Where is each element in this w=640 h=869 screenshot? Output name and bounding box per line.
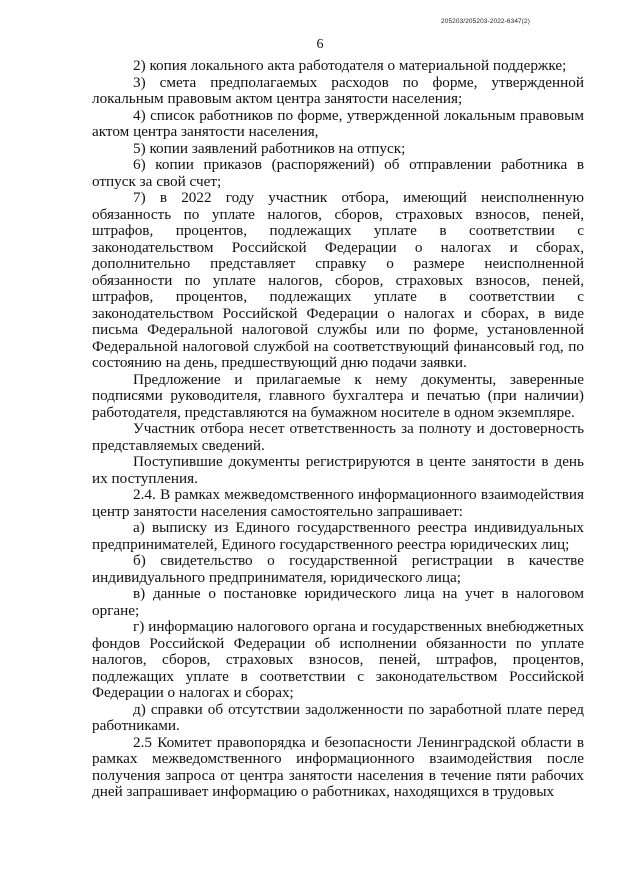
document-code: 205203/205203-2022-6347(2)	[441, 18, 530, 25]
list-item-3: 3) смета предполагаемых расходов по форме, утвержденной локальным правовым актом центра занятости населения;	[92, 73, 584, 107]
list-item-7: 7) в 2022 году участник отбора, имеющий неисполненную обязанность по уплате налогов, сборов, страховых взносов, пеней, штрафов, процентов, подлежащих уплате в соответствии с законодательством Российской Федерации о налогах и сборах, дополнительно представляет справку о размере неисполненной обязанности по уплате налогов, сборов, страховых взносов, пеней, штрафов, процентов, подлежащих уплате в соответствии с законодательством Российской Федерации о налогах и сборах, в виде письма Федеральной налоговой службы или по форме, установленной Федеральной налоговой службой на соответствующий финансовый год, по состоянию на день, предшествующий дню подачи заявки.	[92, 189, 584, 371]
list-item-b: б) свидетельство о государственной регистрации в качестве индивидуального предпринимателя, юридического лица;	[92, 552, 584, 586]
list-item-6: 6) копии приказов (распоряжений) об отправлении работника в отпуск за свой счет;	[92, 156, 584, 190]
paragraph-responsibility: Участник отбора несет ответственность за полноту и достоверность представляемых сведений.	[92, 420, 584, 454]
list-item-5: 5) копии заявлений работников на отпуск;	[133, 139, 406, 157]
section-2-4: 2.4. В рамках межведомственного информационного взаимодействия центр занятости населения самостоятельно запрашивает:	[92, 486, 584, 520]
paragraph-submission: Предложение и прилагаемые к нему документы, заверенные подписями руководителя, главного бухгалтера и печатью (при наличии) работодателя, представляются на бумажном носителе в одном экземпляре.	[92, 370, 584, 421]
list-item-2: 2) копия локального акта работодателя о материальной поддержке;	[133, 57, 567, 74]
document-body	[92, 58, 584, 801]
list-item-d: д) справки об отсутствии задолженности по заработной плате перед работниками.	[92, 700, 584, 734]
list-item-v: в) данные о постановке юридического лица на учет в налоговом органе;	[92, 585, 584, 619]
paragraph-registration: Поступившие документы регистрируются в центе занятости в день их поступления.	[92, 453, 584, 487]
list-item-a: а) выписку из Единого государственного реестра индивидуальных предпринимателей, Единого государственного реестра юридических лиц;	[92, 519, 584, 553]
list-item-g: г) информацию налогового органа и государственных внебюджетных фондов Российской Федерации об исполнении обязанности по уплате налогов, сборов, страховых взносов, пеней, штрафов, процентов, подлежащих уплате в соответствии с законодательством Российской Федерации о налогах и сборах;	[92, 618, 584, 701]
section-2-5: 2.5 Комитет правопорядка и безопасности Ленинградской области в рамках межведомственного информационного взаимодействия после получения запроса от центра занятости населения в течение пяти рабочих дней запрашивает информацию о работниках, находящихся в трудовых	[92, 733, 584, 800]
list-item-4: 4) список работников по форме, утвержденной локальным правовым актом центра занятости населения,	[92, 106, 584, 140]
page-number: 6	[316, 37, 324, 52]
